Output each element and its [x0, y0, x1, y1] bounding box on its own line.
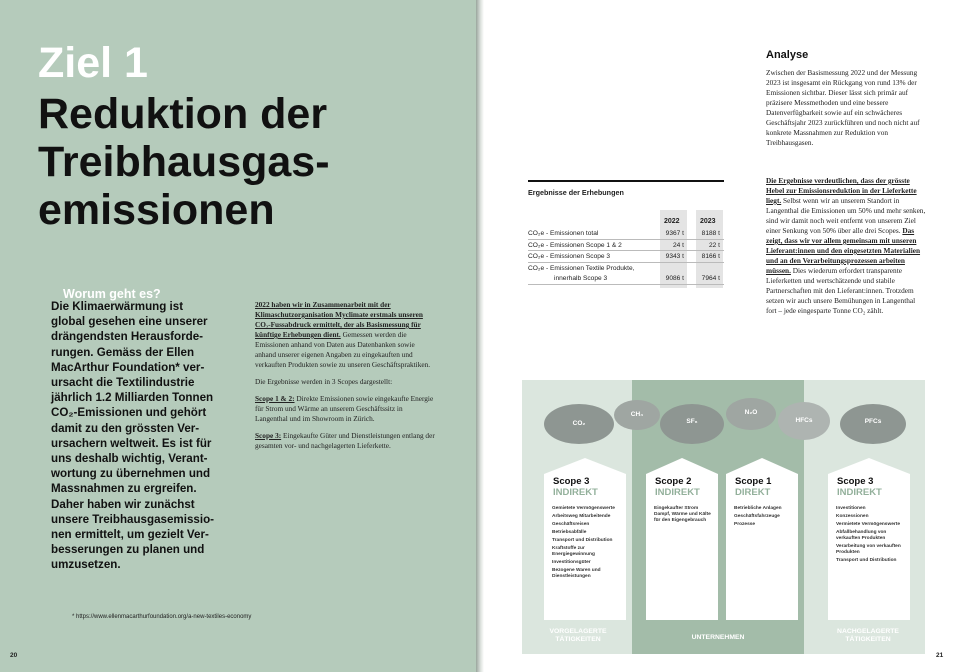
goal-title-line: Reduktion der	[38, 90, 328, 138]
scope12-text: Direkte Emissionen sowie eingekaufte Energie für Strom und Wärme an unserem Geschäftssitz in Langenthal und im Showroom in Zürich.	[255, 394, 434, 423]
row-label: CO₂e - Emissionen Scope 1 & 2	[528, 241, 622, 249]
analysis-text: Zwischen der Basismessung 2022 und der Messung 2023 ist insgesamt ein Rückgang von rund 13% der Emissionen sichtbar. Dieser lässt sich primär auf präzisere Messmethoden und eine bessere Datenverfügbarkeit sowie auf ein schwächeres Geschäftsjahr 2023 zurückführen und noch nicht auf konkrete Massnahmen zur Reduktion von Treibhausgasen.	[766, 68, 920, 147]
scope-item: Eingekaufter Strom Dampf, Wärme und Kälte für den Eigengebrauch	[654, 506, 711, 523]
page-number-right: 21	[936, 652, 944, 659]
left-page	[0, 0, 476, 672]
scope-item: Betriebsabfälle	[552, 530, 587, 535]
row-label: CO₂e - Emissionen Textile Produkte,	[528, 264, 635, 272]
band-label-line: NACHGELAGERTE	[837, 628, 899, 635]
why-line: jährlich 1.2 Milliarden Tonnen	[51, 391, 214, 405]
band-label-company: UNTERNEHMEN	[691, 634, 745, 641]
scope-card-tip	[544, 458, 626, 474]
why-line: drängendsten Herausforde-	[51, 330, 204, 344]
year-2023-header: 2023	[700, 218, 716, 225]
scope-sub: INDIREKT	[837, 487, 882, 498]
value-2023: 7964 t	[701, 274, 720, 282]
goal-title-line: emissionen	[38, 186, 275, 234]
scope-item: Verarbeitung von verkauften Produkten	[836, 544, 901, 555]
scope-title: Scope 3	[837, 476, 874, 487]
value-2022: 9367 t	[665, 230, 684, 237]
row-label: CO₂e - Emissionen total	[528, 230, 599, 237]
table-row	[528, 251, 724, 263]
scope-item: Geschäftsreisen	[552, 522, 590, 527]
why-line: besserungen zu planen und	[51, 543, 205, 557]
why-line: MacArthur Foundation* ver-	[51, 360, 205, 374]
method-text	[255, 300, 435, 458]
why-line: CO₂-Emissionen und gehört	[51, 406, 207, 420]
goal-title	[38, 90, 458, 234]
value-2023: 22 t	[709, 241, 720, 249]
why-line: umzusetzen.	[51, 558, 121, 572]
why-line: Daher haben wir zunächst	[51, 497, 195, 511]
scope-item: Betriebliche Anlagen	[734, 506, 782, 511]
gas-label: CO₂	[572, 420, 586, 427]
why-body	[51, 299, 231, 573]
why-line: unsere Treibhausgasemissio-	[51, 512, 215, 526]
scope-item: Bezogene Waren und Dienstleistungen	[552, 568, 601, 579]
why-line: rungen. Gemäss der Ellen	[51, 345, 195, 359]
band-label-upstream	[530, 628, 626, 644]
table-title: Ergebnisse der Erhebungen	[528, 188, 624, 197]
scope3-paragraph	[255, 431, 435, 451]
gas-label: HFCs	[795, 417, 813, 424]
scope-items	[552, 506, 622, 582]
scope-item: Investitionen	[836, 506, 866, 511]
results-table	[528, 180, 724, 285]
band-label-line: VORGELAGERTE	[549, 628, 607, 635]
why-line: Die Klimaerwärmung ist	[51, 300, 184, 313]
value-2022: 9086 t	[665, 274, 684, 282]
book-spine	[476, 0, 484, 672]
scope-item: Investitionsgüter	[552, 560, 591, 565]
page-number-left: 20	[10, 652, 18, 659]
table-row	[528, 240, 724, 252]
value-2023: 8166 t	[701, 253, 720, 260]
scope-item: Geschäftsfahrzeuge	[734, 514, 780, 519]
scope-item: Transport und Distribution	[836, 558, 897, 563]
gas-label: N₂O	[744, 409, 758, 416]
method-highlight: 2022 haben wir in Zusammenarbeit mit der Klimaschutzorganisation Myclimate erstmals unseren CO₂-Fussabdruck ermittelt, der als Basismessung für künftige Erhebungen dient.	[255, 300, 423, 339]
table-row	[528, 228, 724, 240]
scope-title: Scope 2	[655, 476, 692, 487]
why-line: global gesehen eine unserer	[51, 315, 208, 329]
scope12-paragraph	[255, 394, 435, 424]
scope12-label: Scope 1 & 2:	[255, 394, 295, 403]
gas-label: SF₆	[686, 418, 698, 425]
gas-label: PFCs	[864, 418, 882, 425]
year-2022-header: 2022	[664, 218, 680, 225]
scope-item: Gemietete Vermögenswerte	[552, 506, 615, 511]
why-line: nen ermittelt, um gezielt Ver-	[51, 528, 209, 542]
why-line: wortung zu übernehmen und	[51, 467, 211, 481]
insight-text-1: Selbst wenn wir an unserem Standort in Langenthal die Emissionen um 50% und mehr senken, sind wir damit noch weit entfernt von unserem Ziel einer Senkung von 50% über alle drei Scopes.	[766, 196, 926, 235]
scope-card-tip	[828, 458, 910, 474]
insight-highlight-1: Die Ergebnisse verdeutlichen, dass der grösste Hebel zur Emissionsreduktion in der Lieferkette liegt.	[766, 176, 917, 205]
analysis-heading: Analyse	[766, 49, 809, 61]
scope-item: Prozesse	[734, 522, 756, 527]
goal-label: Ziel 1	[38, 39, 148, 87]
scope-card-tip	[646, 458, 718, 474]
table-row	[528, 263, 724, 285]
footnote: * https://www.ellenmacarthurfoundation.org/a-new-textiles-economy	[72, 614, 252, 620]
why-line: Massnahmen zu ergreifen.	[51, 482, 197, 496]
why-line: uns deshalb wichtig, Verant-	[51, 452, 208, 466]
value-2023: 8188 t	[701, 230, 720, 237]
scope-card-tip	[726, 458, 798, 474]
scopes-diagram	[522, 380, 925, 654]
band-label-line: TÄTIGKEITEN	[555, 636, 601, 643]
scope-item: Transport und Distribution	[552, 538, 613, 543]
why-line: ursachern weltweit. Es ist für	[51, 436, 212, 450]
row-label-cont: innerhalb Scope 3	[554, 274, 608, 282]
scope-title: Scope 1	[735, 476, 772, 487]
scope-items	[654, 506, 714, 526]
scope-sub: INDIREKT	[655, 487, 700, 498]
method-paragraph	[255, 300, 435, 370]
band-label-line: TÄTIGKEITEN	[845, 636, 891, 643]
gas-label: CH₄	[630, 411, 644, 418]
table-header	[528, 206, 724, 228]
insight-text-2: Dies wiederum erfordert transparente Lieferketten und wertschätzende und stabile Partnerschaften mit den Lieferant:innen. Trotzdem setzen wir auch unsere Bemühungen in Langenthal fort – jede eingesparte Tonne CO₂ zählt.	[766, 266, 916, 315]
scope-items	[836, 506, 906, 566]
scopes-intro: Die Ergebnisse werden in 3 Scopes dargestellt:	[255, 377, 393, 386]
insight-highlight-2: Das zeigt, dass wir vor allem gemeinsam mit unseren Lieferant:innen und den eingesetzten Materialien und an den Verarbeitungsprozessen arbeiten müssen.	[766, 226, 921, 275]
why-heading: Worum geht es?	[63, 287, 161, 301]
scope-sub: DIREKT	[735, 487, 771, 498]
why-line: damit zu den grössten Ver-	[51, 421, 200, 435]
scope-title: Scope 3	[553, 476, 590, 487]
scope3-label: Scope 3:	[255, 431, 282, 440]
band-label-downstream	[816, 628, 920, 644]
value-2022: 9343 t	[665, 253, 684, 260]
scope-items	[734, 506, 794, 530]
why-line: ursacht die Textilindustrie	[51, 376, 195, 390]
scope-item: Abfallbehandlung von verkauften Produkten	[836, 530, 887, 541]
scope-item: Konzessionen	[836, 514, 869, 519]
scope-item: Kraftstoffe zur Energiegewinnung	[552, 546, 595, 557]
insight-text	[766, 176, 926, 316]
method-rest: Gemessen werden die Emissionen anhand von Daten aus Datenbanken sowie anhand unserer eigenen Angaben zu eingekauften und verkauften Produkten sowie zu unseren Geschäftspraktiken.	[255, 330, 431, 369]
scope3-text: Eingekaufte Güter und Dienstleistungen entlang der gesamten vor- und nachgelagerten Lieferkette.	[255, 431, 435, 450]
value-2022: 24 t	[673, 241, 684, 249]
scope-sub: INDIREKT	[553, 487, 598, 498]
row-label: CO₂e - Emissionen Scope 3	[528, 253, 611, 260]
scope-item: Vermietete Vermögenswerte	[836, 522, 900, 527]
goal-title-line: Treibhausgas-	[38, 138, 330, 186]
scope-item: Arbeitsweg Mitarbeitende	[552, 514, 611, 519]
